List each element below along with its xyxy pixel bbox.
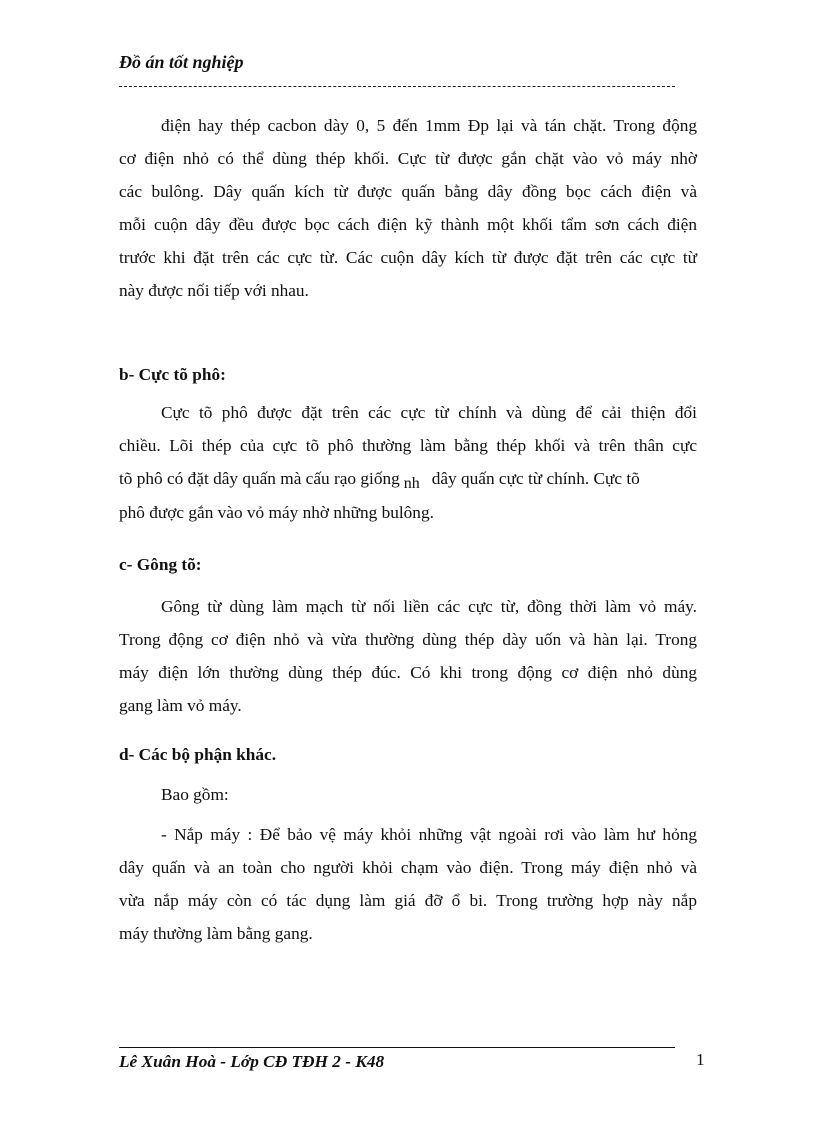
paragraph-line: - Nắp máy : Để bảo vệ máy khỏi những vật ngoài rơi vào làm hư hỏng — [161, 825, 697, 844]
paragraph-line: này được nối tiếp với nhau. — [119, 281, 309, 300]
paragraph-line: chiều. Lõi thép của cực tõ phô thường làm bằng thép khối và trên thân cực — [119, 436, 697, 455]
line-fragment: dây quấn cực từ chính. Cực tõ — [431, 469, 640, 488]
section-d-paragraph — [119, 818, 697, 950]
paragraph-line: phô được gắn vào vỏ máy nhờ những bulông. — [119, 503, 434, 522]
paragraph-line — [119, 462, 697, 496]
intro-paragraph — [119, 109, 697, 307]
paragraph-line: trước khi đặt trên các cực từ. Các cuộn dây kích từ được đặt trên các cực từ — [119, 248, 697, 267]
inline-fragment: nh — [403, 475, 420, 492]
paragraph-line: dây quấn và an toàn cho người khỏi chạm vào điện. Trong máy điện nhỏ và — [119, 858, 697, 877]
section-b-paragraph — [119, 396, 697, 529]
paragraph-line: máy điện lớn thường dùng thép đúc. Có khi trong động cơ điện nhỏ dùng — [119, 663, 697, 682]
page-number: 1 — [696, 1050, 705, 1069]
section-b-heading: b- Cực tõ phô: — [119, 365, 226, 384]
paragraph-line: gang làm vỏ máy. — [119, 696, 242, 715]
paragraph-line: các bulông. Dây quấn kích từ được quấn bằng dây đồng bọc cách điện và — [119, 182, 697, 201]
paragraph-line: mỗi cuộn dây đều được bọc cách điện kỹ thành một khối tẩm sơn cách điện — [119, 215, 697, 234]
section-d-heading: d- Các bộ phận khác. — [119, 745, 277, 764]
paragraph-line: Gông từ dùng làm mạch từ nối liền các cực từ, đồng thời làm vỏ máy. — [161, 597, 697, 616]
footer-divider — [119, 1047, 675, 1048]
header-divider — [119, 86, 675, 87]
footer-author: Lê Xuân Hoà - Lớp CĐ TĐH 2 - K48 — [119, 1052, 385, 1071]
section-d-intro: Bao gồm: — [161, 785, 229, 804]
line-fragment: tõ phô có đặt dây quấn mà cấu rạo giống — [119, 469, 400, 488]
paragraph-line: điện hay thép cacbon dày 0, 5 đến 1mm Đp lại và tán chặt. Trong động — [161, 116, 697, 135]
section-c-heading: c- Gông tõ: — [119, 555, 202, 574]
paragraph-line: máy thường làm bằng gang. — [119, 924, 313, 943]
header-title: Đồ án tốt nghiệp — [119, 52, 244, 72]
paragraph-line: Trong động cơ điện nhỏ và vừa thường dùng thép dày uốn và hàn lại. Trong — [119, 630, 697, 649]
paragraph-line: vừa nắp máy còn có tác dụng làm giá đỡ ổ bi. Trong trường hợp này nắp — [119, 891, 697, 910]
paragraph-line: cơ điện nhỏ có thể dùng thép khối. Cực từ được gắn chặt vào vỏ máy nhờ — [119, 149, 697, 168]
section-c-paragraph — [119, 590, 697, 722]
paragraph-line: Cực tõ phô được đặt trên các cực từ chính và dùng để cải thiện đổi — [161, 403, 697, 422]
